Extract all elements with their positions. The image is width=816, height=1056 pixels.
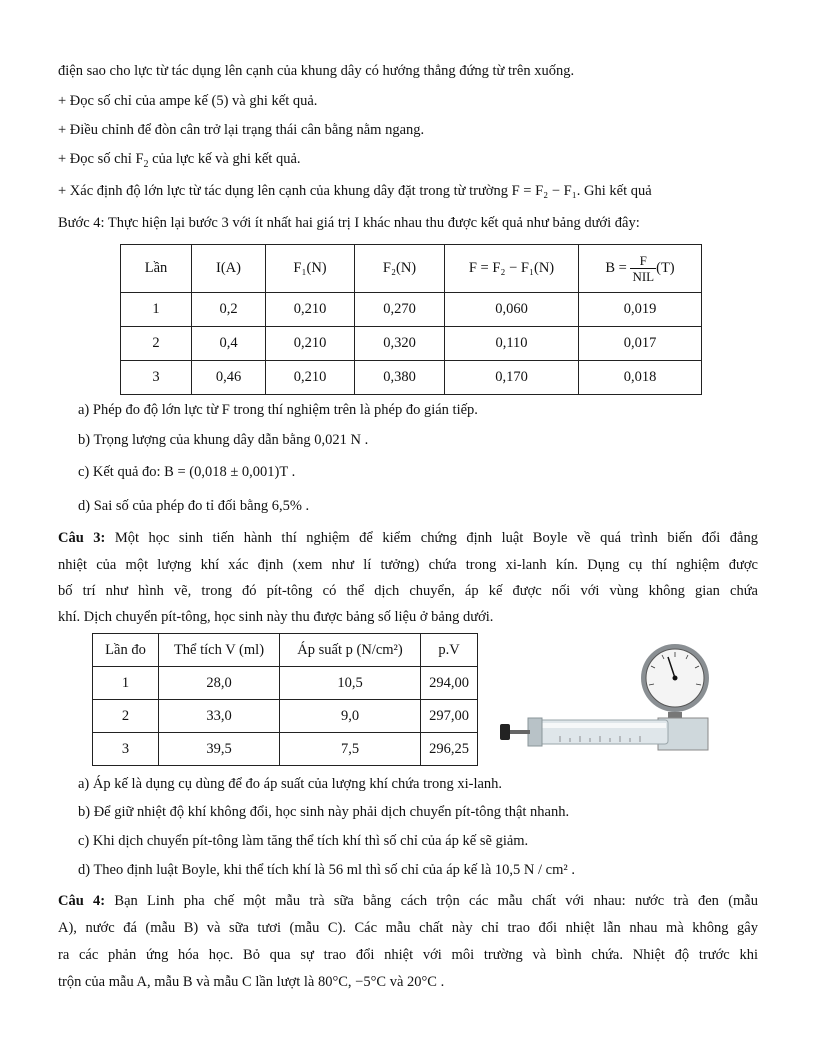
- piston-head: [528, 718, 542, 746]
- table-cell: 0,210: [266, 327, 355, 361]
- table-cell: 7,5: [280, 733, 421, 766]
- question-3-line: [58, 529, 758, 547]
- question-4-line: ra các phản ứng hóa học. Bỏ qua sự trao đổi nhiệt với môi trường và bình chứa. Nhiệt độ trước khi: [58, 947, 758, 963]
- text-line: điện sao cho lực từ tác dụng lên cạnh của khung dây có hướng thẳng đứng từ trên xuống.: [58, 63, 575, 79]
- table-cell: 0,380: [355, 361, 445, 395]
- gauge-pivot: [673, 676, 678, 681]
- table-cell: 0,018: [579, 361, 702, 395]
- table-cell: 0,170: [445, 361, 579, 395]
- table-header: Lần đo: [93, 634, 159, 667]
- text-fragment: + Xác định độ lớn lực từ tác dụng lên cạnh của khung dây đặt trong từ trường: [58, 183, 512, 199]
- option-d: d) Sai số của phép đo tỉ đối bằng 6,5% .: [78, 498, 310, 514]
- table-cell: 0,4: [192, 327, 266, 361]
- text-line: Bước 4: Thực hiện lại bước 3 với ít nhất hai giá trị I khác nhau thu được kết quả như bảng dưới đây:: [58, 215, 640, 231]
- b-formula-unit: (T): [656, 259, 675, 276]
- table-cell: 0,019: [579, 293, 702, 327]
- question-label: Câu 3:: [58, 530, 106, 546]
- text-line: [58, 182, 652, 200]
- fraction-numerator: F: [630, 253, 656, 269]
- text-line: + Điều chỉnh để đòn cân trở lại trạng thái cân bằng nằm ngang.: [58, 122, 425, 138]
- subscript: 2: [143, 158, 149, 170]
- table-cell: 10,5: [280, 667, 421, 700]
- symbol-f: F: [135, 151, 144, 167]
- option-a: a) Áp kế là dụng cụ dùng để đo áp suất của lượng khí chứa trong xi-lanh.: [78, 776, 503, 792]
- text-line: [58, 150, 301, 174]
- fraction-denominator: NIL: [632, 269, 655, 284]
- results-table-2: [92, 633, 478, 766]
- table-cell: 0,210: [266, 293, 355, 327]
- table-cell: 39,5: [159, 733, 280, 766]
- formula: F = F₂ − F₁: [511, 183, 577, 199]
- table-cell: 297,00: [421, 700, 478, 733]
- question-4-line: [58, 892, 758, 910]
- option-d: d) Theo định luật Boyle, khi thể tích khí là 56 ml thì số chỉ của áp kế là 10,5 N / cm² .: [78, 862, 575, 878]
- table-header: F = F₂ − F₁(N): [445, 245, 579, 293]
- boyle-apparatus-illustration: [500, 640, 725, 770]
- table-header: Áp suất p (N/cm²): [280, 634, 421, 667]
- option-a: a) Phép đo độ lớn lực từ F trong thí nghiệm trên là phép đo gián tiếp.: [78, 402, 478, 418]
- table-row: [121, 361, 702, 395]
- b-formula-left: B =: [605, 259, 627, 276]
- piston-rod: [508, 730, 530, 734]
- table-cell: 0,46: [192, 361, 266, 395]
- table-cell: 294,00: [421, 667, 478, 700]
- results-table-1: [120, 244, 702, 395]
- text-fragment: + Đọc số chỉ: [58, 151, 136, 167]
- table-cell: 0,060: [445, 293, 579, 327]
- table-header: Thể tích V (ml): [159, 634, 280, 667]
- table-row: [93, 700, 478, 733]
- piston-handle: [500, 724, 510, 740]
- table-header: F₂(N): [355, 245, 445, 293]
- table-header: Lần: [121, 245, 192, 293]
- question-3-line: nhiệt của một lượng khí xác định (xem như lí tưởng) chứa trong xi-lanh kín. Dụng cụ thí nghiệm được: [58, 557, 758, 573]
- fraction: [630, 253, 656, 284]
- table-cell: 9,0: [280, 700, 421, 733]
- table-cell: 0,210: [266, 361, 355, 395]
- table-cell: 28,0: [159, 667, 280, 700]
- table-header: I(A): [192, 245, 266, 293]
- text-fragment: . Ghi kết quả: [576, 183, 652, 199]
- table-cell: 3: [121, 361, 192, 395]
- table-cell: 1: [121, 293, 192, 327]
- table-row: [121, 293, 702, 327]
- question-3-line: bố trí như hình vẽ, trong đó pít-tông có thể dịch chuyển, áp kế được nối với vùng không gian chứa: [58, 583, 758, 599]
- table-header: F₁(N): [266, 245, 355, 293]
- table-cell: 296,25: [421, 733, 478, 766]
- table-cell: 33,0: [159, 700, 280, 733]
- table-row: [121, 327, 702, 361]
- cylinder-highlight: [540, 723, 666, 728]
- table-cell: 0,017: [579, 327, 702, 361]
- table-cell: 0,110: [445, 327, 579, 361]
- table-cell: 2: [121, 327, 192, 361]
- text-fragment: Một học sinh tiến hành thí nghiệm để kiểm chứng định luật Boyle về quá trình biến đổi đẳng: [105, 530, 758, 546]
- option-b: b) Để giữ nhiệt độ khí không đổi, học sinh này phải dịch chuyển pít-tông thật nhanh.: [78, 804, 570, 820]
- option-c: c) Khi dịch chuyển pít-tông làm tăng thể tích khí thì số chỉ của áp kế sẽ giảm.: [78, 833, 529, 849]
- table-cell: 3: [93, 733, 159, 766]
- table-header: [579, 245, 702, 293]
- table-cell: 1: [93, 667, 159, 700]
- table-row: [93, 667, 478, 700]
- question-label: Câu 4:: [58, 893, 106, 909]
- table-row: [93, 733, 478, 766]
- question-3-line: khí. Dịch chuyển pít-tông, học sinh này thu được bảng số liệu ở bảng dưới.: [58, 609, 494, 625]
- table-cell: 0,2: [192, 293, 266, 327]
- text-line: + Đọc số chỉ của ampe kế (5) và ghi kết quả.: [58, 93, 318, 109]
- text-fragment: của lực kế và ghi kết quả.: [148, 151, 301, 167]
- option-b: b) Trọng lượng của khung dây dẫn bằng 0,021 N .: [78, 432, 369, 448]
- table-header: p.V: [421, 634, 478, 667]
- text-fragment: Bạn Linh pha chế một mẫu trà sữa bằng cách trộn các mẫu chất với nhau: nước trà đen (mẫu: [105, 893, 758, 909]
- table-cell: 2: [93, 700, 159, 733]
- option-c: c) Kết quả đo: B = (0,018 ± 0,001)T .: [78, 464, 296, 480]
- table-cell: 0,270: [355, 293, 445, 327]
- table-cell: 0,320: [355, 327, 445, 361]
- question-4-line: trộn của mẫu A, mẫu B và mẫu C lần lượt là 80°C, −5°C và 20°C .: [58, 974, 445, 990]
- question-4-line: A), nước đá (mẫu B) và sữa tươi (mẫu C). Các mẫu chất này chỉ trao đổi nhiệt lẫn nhau mà không gây: [58, 920, 758, 936]
